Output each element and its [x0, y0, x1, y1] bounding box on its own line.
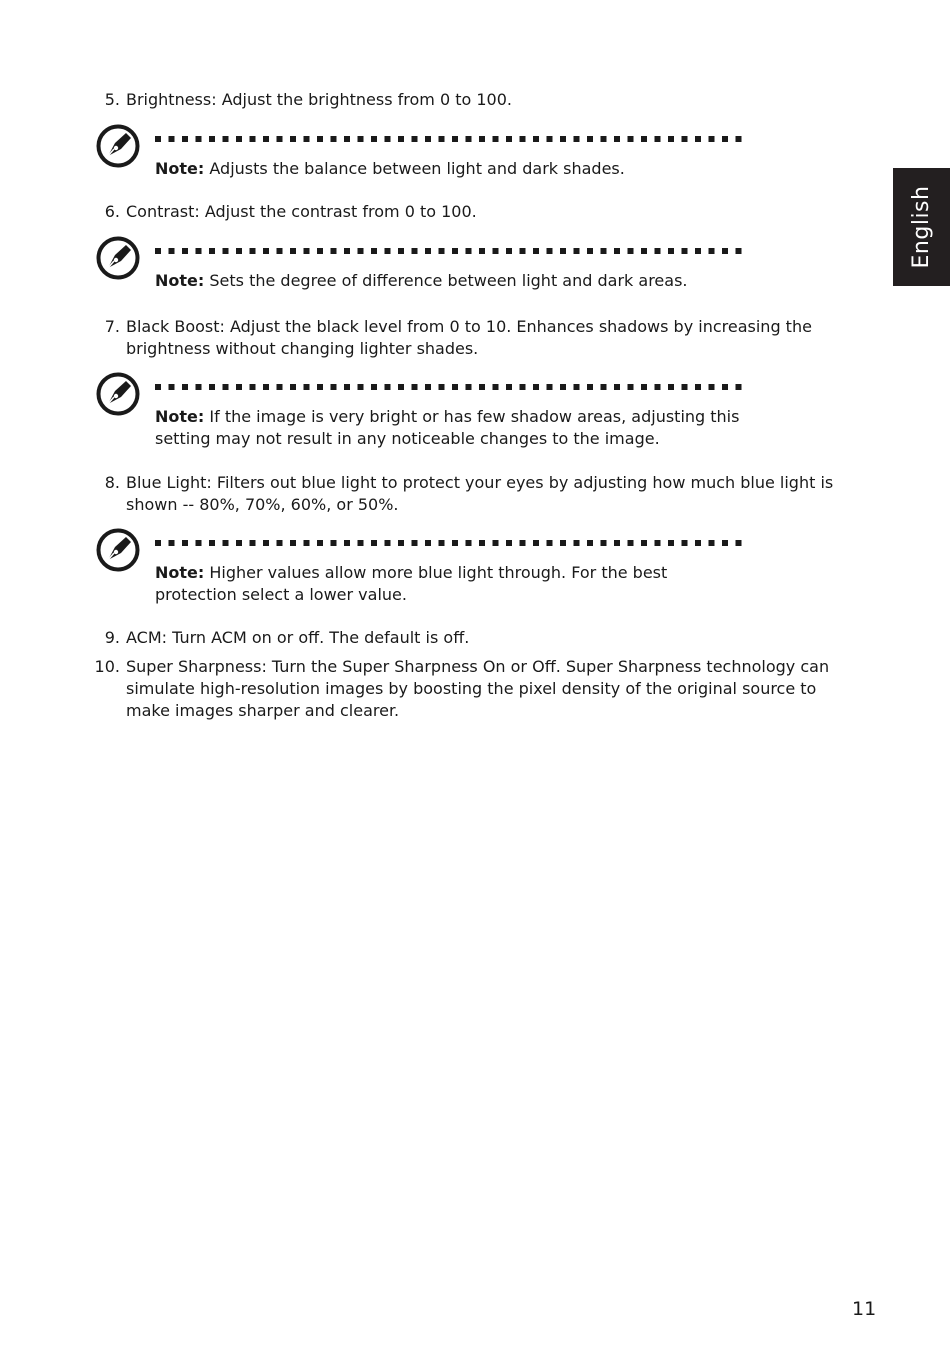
note-text [155, 270, 755, 292]
note-text [155, 406, 745, 450]
item-number: 8. [104, 473, 120, 492]
note-pen-icon [95, 527, 141, 573]
note-body: If the image is very bright or has few shadow areas, adjusting this setting may not result in any noticeable changes to the image. [155, 407, 740, 448]
note-text [155, 158, 755, 180]
note-divider [155, 248, 747, 254]
item-text: Blue Light: Filters out blue light to protect your eyes by adjusting how much blue light is shown -- 80%, 70%, 60%, or 50%. [126, 473, 834, 514]
note-pen-icon [95, 235, 141, 281]
language-tab-label: English [908, 185, 934, 269]
item-number: 9. [104, 628, 120, 647]
item-number: 7. [104, 317, 120, 336]
note-body: Adjusts the balance between light and dark shades. [209, 159, 625, 178]
note-divider [155, 384, 747, 390]
item-text: ACM: Turn ACM on or off. The default is off. [126, 628, 470, 647]
note-body: Higher values allow more blue light through. For the best protection select a lower value. [155, 563, 668, 604]
item-text: Brightness: Adjust the brightness from 0 to 100. [126, 90, 512, 109]
note-body: Sets the degree of difference between light and dark areas. [209, 271, 688, 290]
note-divider [155, 540, 747, 546]
note-label: Note: [155, 159, 205, 178]
note-label: Note: [155, 407, 205, 426]
item-number: 6. [104, 202, 120, 221]
note-text [155, 562, 715, 606]
language-tab [893, 168, 950, 286]
note-divider [155, 136, 747, 142]
note-label: Note: [155, 271, 205, 290]
item-text: Black Boost: Adjust the black level from 0 to 10. Enhances shadows by increasing the brightness without changing lighter shades. [126, 317, 812, 358]
page-number: 11 [852, 1298, 877, 1320]
note-pen-icon [95, 371, 141, 417]
item-number: 5. [104, 90, 120, 109]
item-text: Contrast: Adjust the contrast from 0 to 100. [126, 202, 477, 221]
item-number: 10. [94, 657, 120, 676]
note-pen-icon [95, 123, 141, 169]
note-label: Note: [155, 563, 205, 582]
item-text: Super Sharpness: Turn the Super Sharpness On or Off. Super Sharpness technology can simulate high-resolution images by boosting the pixel density of the original source to make images sharper and clearer. [126, 657, 830, 720]
